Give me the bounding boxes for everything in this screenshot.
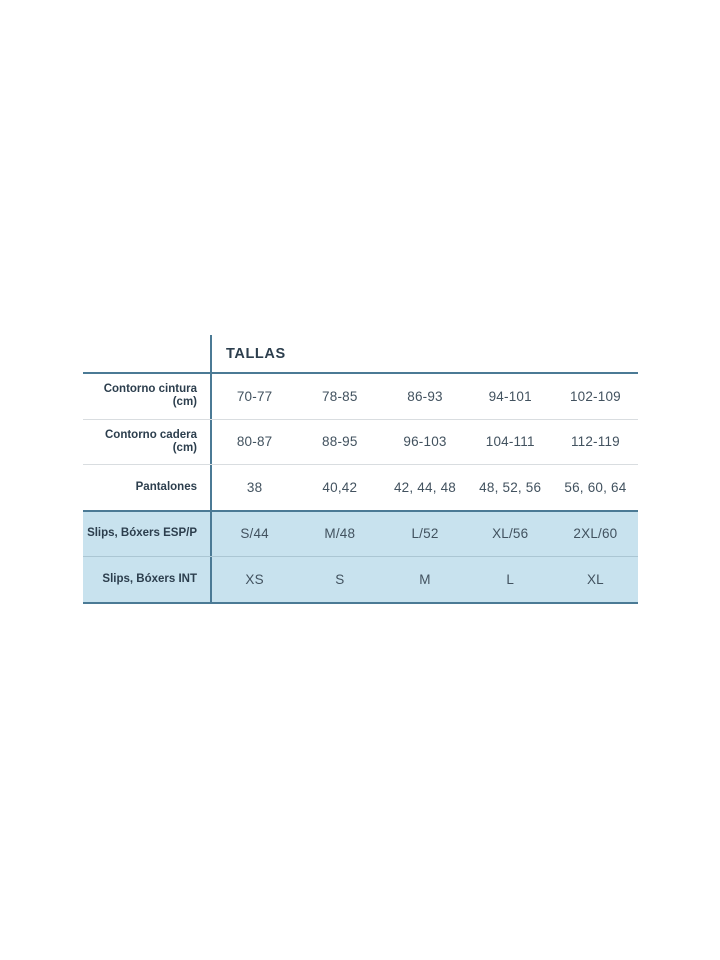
table-cell: S/44: [240, 526, 269, 542]
row-label: Contorno cadera (cm): [104, 428, 197, 454]
table-row-cintura: [83, 374, 638, 419]
table-cell: 38: [246, 479, 263, 495]
header-values-area: [210, 335, 638, 372]
table-cell: 102-109: [569, 388, 621, 404]
table-header-row: [83, 335, 638, 372]
table-cell: 86-93: [407, 388, 443, 404]
row-values: [210, 374, 638, 419]
table-cell: 96-103: [403, 434, 447, 450]
table-cell: 112-119: [570, 434, 620, 450]
table-cell: S: [335, 571, 345, 587]
table-cell: XS: [245, 571, 264, 587]
table-cell: 80-87: [236, 434, 273, 450]
table-cell: 70-77: [236, 388, 273, 404]
header-label-spacer: [83, 335, 210, 372]
table-row-cadera: [83, 420, 638, 465]
table-row-pantalones: [83, 465, 638, 510]
table-cell: L: [506, 571, 515, 587]
row-label: Contorno cintura (cm): [103, 383, 197, 409]
table-cell: 42, 44, 48: [393, 479, 457, 495]
row-label: Slips, Bóxers ESP/P: [87, 527, 197, 540]
row-values: [210, 557, 638, 602]
row-label: Slips, Bóxers INT: [102, 572, 197, 585]
row-values: [210, 420, 638, 465]
table-cell: 78-85: [322, 388, 358, 404]
table-cell: M/48: [324, 526, 356, 542]
table-cell: 88-95: [322, 434, 358, 450]
table-cell: XL: [586, 571, 604, 587]
table-cell: 2XL/60: [573, 526, 618, 542]
table-row-slips-int: [83, 557, 638, 602]
row-values: [210, 512, 638, 557]
table-cell: 104-111: [485, 434, 535, 450]
table-cell: 40,42: [322, 479, 358, 495]
table-cell: XL/56: [492, 526, 529, 542]
table-cell: L/52: [411, 526, 439, 542]
table-cell: 94-101: [488, 388, 532, 404]
row-values: [210, 465, 638, 510]
table-title: TALLAS: [226, 345, 286, 362]
table-cell: M: [419, 571, 431, 587]
table-cell: 56, 60, 64: [564, 479, 627, 495]
table-cell: 48, 52, 56: [479, 479, 542, 495]
size-chart-table: [83, 335, 638, 604]
highlighted-size-rows: [83, 510, 638, 604]
table-row-slips-esp: [83, 512, 638, 557]
row-label: Pantalones: [135, 480, 197, 493]
